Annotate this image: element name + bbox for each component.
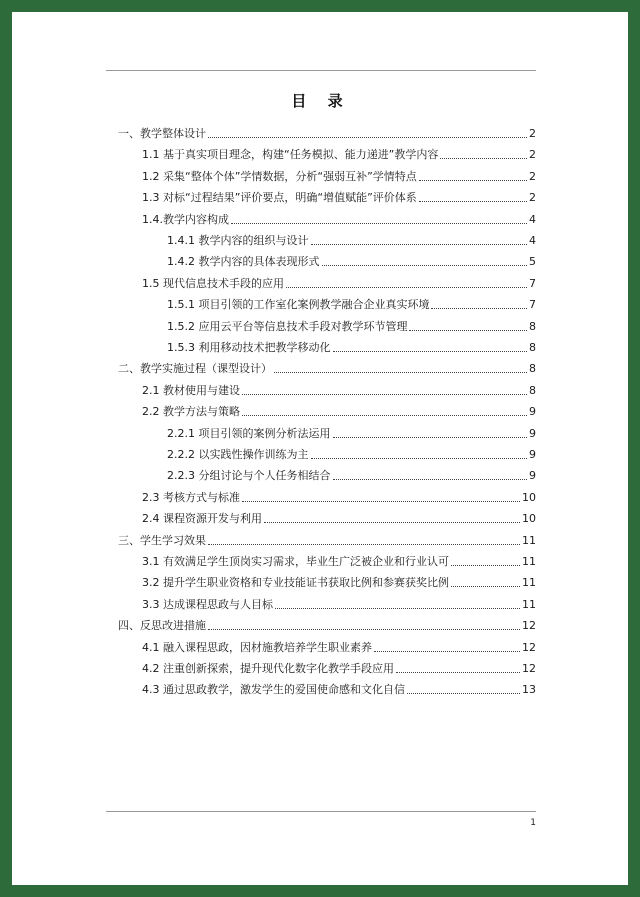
toc-entry-label: 1.4.教学内容构成 [142,212,229,226]
toc-entry-label: 三、学生学习效果 [118,533,206,547]
toc-leader-dots [451,585,520,587]
toc-entry-page: 8 [529,319,536,333]
toc-entry-label: 四、反思改进措施 [118,619,206,633]
toc-entry[interactable] [167,441,536,462]
toc-entry-label: 1.5.3 利用移动技术把教学移动化 [167,341,331,354]
toc-entry[interactable] [167,334,536,355]
toc-entry-label: 一、教学整体设计 [118,127,206,140]
toc-entry-label: 2.2.2 以实践性操作训练为主 [167,448,309,461]
toc-entry[interactable] [142,141,536,162]
toc-leader-dots [208,136,527,138]
toc-leader-dots [322,264,528,266]
toc-entry[interactable] [167,462,536,483]
toc-entry-label: 4.2 注重创新探索，提升现代化数字化教学手段应用 [142,662,394,675]
toc-entry-page: 7 [529,276,536,290]
toc-entry-label: 3.1 有效满足学生顶岗实习需求，毕业生广泛被企业和行业认可 [142,555,449,568]
toc-entry-label: 3.3 达成课程思政与人目标 [142,597,273,611]
toc-entry-page: 8 [529,341,536,354]
toc-entry-page: 10 [522,512,536,526]
header-rule [106,70,536,71]
toc-entry-page: 9 [529,426,536,440]
toc-entry[interactable] [142,398,536,419]
toc-entry-page: 8 [529,362,536,376]
toc-entry[interactable] [142,676,536,697]
toc-leader-dots [275,607,520,609]
toc-leader-dots [419,179,527,181]
toc-entry[interactable] [142,634,536,655]
toc-entry-page: 11 [522,555,536,568]
toc-entry[interactable] [142,377,536,398]
toc-entry-page: 12 [522,619,536,633]
toc-entry[interactable] [142,591,536,612]
toc-entry[interactable] [142,548,536,569]
toc-entry-label: 3.2 提升学生职业资格和专业技能证书获取比例和参赛获奖比例 [142,576,449,590]
toc-title: 目 录 [291,92,351,110]
toc-entry-page: 11 [522,576,536,590]
toc-entry-label: 2.2 教学方法与策略 [142,405,240,419]
toc-leader-dots [274,371,527,373]
toc-entry[interactable] [167,248,536,269]
document-page [12,12,628,885]
toc-entry-label: 二、教学实施过程（课型设计） [118,362,272,376]
toc-entry[interactable] [142,505,536,526]
toc-leader-dots [208,628,520,630]
toc-entry-page: 4 [529,212,536,226]
toc-leader-dots [333,436,528,438]
toc-entry[interactable] [142,163,536,184]
toc-entry[interactable] [118,612,536,633]
toc-entry-page: 11 [522,597,536,611]
toc-leader-dots [242,393,527,395]
toc-entry-page: 9 [529,448,536,461]
toc-entry-label: 2.1 教材使用与建设 [142,383,240,397]
toc-entry-label: 1.4.1 教学内容的组织与设计 [167,234,309,247]
toc-leader-dots [396,671,520,673]
toc-entry-label: 1.5.1 项目引领的工作室化案例教学融合企业真实环境 [167,298,430,312]
page-number: 1 [530,818,536,828]
toc-leader-dots [311,457,528,459]
toc-entry[interactable] [118,120,536,141]
toc-entry[interactable] [142,270,536,291]
toc-entry-label: 1.2 采集“整体个体”学情数据，分析“强弱互补”学情特点 [142,169,417,183]
footer-rule [106,811,536,812]
toc-entry-page: 2 [529,127,536,140]
toc-leader-dots [451,564,520,566]
toc-entry-page: 7 [529,298,536,312]
toc-entry[interactable] [118,527,536,548]
toc-entry-label: 1.1 基于真实项目理念，构建“任务模拟、能力递进”教学内容 [142,148,439,162]
toc-entry-label: 4.3 通过思政教学，激发学生的爱国使命感和文化自信 [142,683,405,697]
toc-leader-dots [286,286,527,288]
toc-entry[interactable] [142,184,536,205]
toc-leader-dots [333,478,528,480]
toc-leader-dots [231,222,527,224]
toc-leader-dots [409,329,527,331]
toc-entry-label: 2.2.1 项目引领的案例分析法运用 [167,426,331,440]
toc-entry[interactable] [167,420,536,441]
toc-entry-page: 5 [529,255,536,269]
toc-entry-page: 13 [522,683,536,697]
toc-entry-label: 2.2.3 分组讨论与个人任务相结合 [167,469,331,483]
toc-entry[interactable] [167,291,536,312]
toc-entry-page: 2 [529,148,536,162]
toc-entry-page: 2 [529,169,536,183]
toc-leader-dots [333,350,528,352]
toc-leader-dots [419,200,527,202]
toc-leader-dots [208,543,520,545]
toc-leader-dots [440,157,527,159]
toc-leader-dots [431,307,527,309]
toc-entry-page: 4 [529,234,536,247]
toc-entry-page: 11 [522,533,536,547]
toc-entry[interactable] [118,355,536,376]
toc-entry-page: 10 [522,490,536,504]
toc-entry-label: 2.4 课程资源开发与利用 [142,512,262,526]
toc-entry[interactable] [142,206,536,227]
toc-entry-page: 9 [529,469,536,483]
toc-leader-dots [311,243,528,245]
toc-entry-label: 1.4.2 教学内容的具体表现形式 [167,255,320,269]
toc-entry-label: 1.3 对标“过程结果”评价要点，明确“增值赋能”评价体系 [142,191,417,205]
toc-entry-page: 12 [522,640,536,654]
toc-entry[interactable] [167,227,536,248]
toc-leader-dots [407,692,520,694]
toc-entry[interactable] [142,655,536,676]
toc-entry[interactable] [167,313,536,334]
toc-leader-dots [242,414,527,416]
toc-entry-page: 9 [529,405,536,419]
toc-entry-label: 4.1 融入课程思政，因材施教培养学生职业素养 [142,640,372,654]
toc-leader-dots [242,500,520,502]
toc-entry-label: 1.5.2 应用云平台等信息技术手段对教学环节管理 [167,319,408,333]
toc-entry-label: 2.3 考核方式与标准 [142,490,240,504]
toc-entry[interactable] [142,569,536,590]
toc-entry[interactable] [142,484,536,505]
toc-entry-page: 2 [529,191,536,205]
toc-leader-dots [264,521,520,523]
toc-entry-page: 12 [522,662,536,675]
toc-leader-dots [374,650,520,652]
toc-entry-label: 1.5 现代信息技术手段的应用 [142,276,284,290]
toc-entry-page: 8 [529,383,536,397]
